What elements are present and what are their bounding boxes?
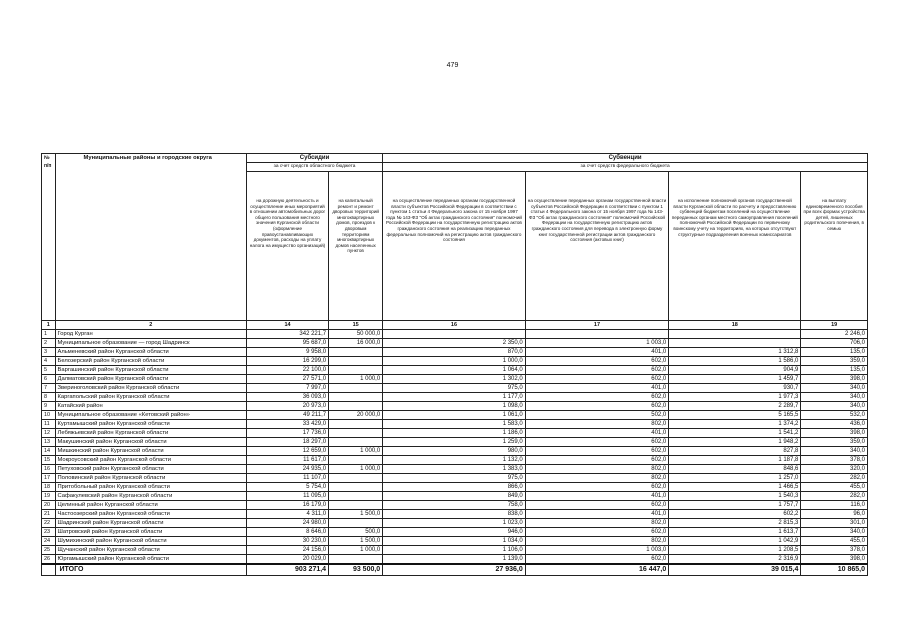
row-col17: 602,0 <box>525 375 669 384</box>
row-index: 6 <box>42 375 56 384</box>
row-col17: 1 003,0 <box>525 339 669 348</box>
colnum: 1 <box>42 321 56 330</box>
row-col19: 2 246,0 <box>801 330 868 339</box>
row-col14: 24 156,0 <box>246 546 328 555</box>
row-col19: 340,0 <box>801 402 868 411</box>
row-col15: 500,0 <box>329 528 383 537</box>
row-name: Мишкинский район Курганской области <box>55 447 246 456</box>
total-row <box>42 564 868 576</box>
row-col18: 1 540,3 <box>669 492 801 501</box>
table-row <box>42 537 868 546</box>
row-col18: 2 289,7 <box>669 402 801 411</box>
row-col19: 340,0 <box>801 384 868 393</box>
row-col15: 1 500,0 <box>329 510 383 519</box>
row-col16: 975,0 <box>383 474 526 483</box>
table-row <box>42 474 868 483</box>
row-col18: 1 257,0 <box>669 474 801 483</box>
table-row <box>42 465 868 474</box>
row-col19: 340,0 <box>801 447 868 456</box>
row-col14: 4 311,0 <box>246 510 328 519</box>
row-col18: 1 312,8 <box>669 348 801 357</box>
row-name: Куртамышский район Курганской области <box>55 420 246 429</box>
row-col14: 16 179,0 <box>246 501 328 510</box>
row-col17: 602,0 <box>525 555 669 565</box>
total-col16: 27 936,0 <box>383 564 526 576</box>
row-col15: 1 000,0 <box>329 465 383 474</box>
row-col16: 1 000,0 <box>383 357 526 366</box>
header-col17-desc: на осуществление переданных органам государственной власти субъектов Российской Федерации в соответствии с пунктом 1 статьи 4 Федерального закона от 15 ноября 1997 года № 143-ФЗ "Об актах гражданского состояния" полномочий Российской Федерации на государственную регистрацию актов гражданского состояния для перевода в электронную форму книг государственной регистрации актов гражданского состояния (актовых книг) <box>525 172 669 321</box>
row-name: Мокроусовский район Курганской области <box>55 456 246 465</box>
row-col14: 342 221,7 <box>246 330 328 339</box>
row-name: Юргамышский район Курганской области <box>55 555 246 565</box>
total-col14: 903 271,4 <box>246 564 328 576</box>
row-col15 <box>329 393 383 402</box>
row-name: Частоозерский район Курганской области <box>55 510 246 519</box>
row-col16: 866,0 <box>383 483 526 492</box>
row-col15 <box>329 366 383 375</box>
table-row <box>42 429 868 438</box>
colnum: 19 <box>801 321 868 330</box>
row-index: 26 <box>42 555 56 565</box>
table-row <box>42 555 868 565</box>
row-name: Звериноголовский район Курганской области <box>55 384 246 393</box>
row-col16: 849,0 <box>383 492 526 501</box>
row-col17: 802,0 <box>525 420 669 429</box>
row-col14: 27 571,0 <box>246 375 328 384</box>
row-col19: 455,0 <box>801 537 868 546</box>
row-col15 <box>329 348 383 357</box>
row-col19: 282,0 <box>801 492 868 501</box>
row-col15: 1 000,0 <box>329 546 383 555</box>
table-row <box>42 483 868 492</box>
table-row <box>42 519 868 528</box>
row-col17: 802,0 <box>525 474 669 483</box>
row-col19: 320,0 <box>801 465 868 474</box>
row-col14: 16 299,0 <box>246 357 328 366</box>
row-col17: 401,0 <box>525 492 669 501</box>
row-col19: 378,0 <box>801 456 868 465</box>
row-col17: 401,0 <box>525 510 669 519</box>
row-col15: 50 000,0 <box>329 330 383 339</box>
table-row <box>42 438 868 447</box>
row-col14: 95 687,0 <box>246 339 328 348</box>
row-col18: 1 541,2 <box>669 429 801 438</box>
row-col18: 1 208,5 <box>669 546 801 555</box>
row-col14: 49 211,7 <box>246 411 328 420</box>
table-row <box>42 528 868 537</box>
row-name: Муниципальное образование «Кетовский район» <box>55 411 246 420</box>
header-subventions-source: за счет средств федерального бюджета <box>383 163 868 172</box>
row-col15 <box>329 492 383 501</box>
total-idx <box>42 564 56 576</box>
row-name: Каргапольский район Курганской области <box>55 393 246 402</box>
table-row <box>42 393 868 402</box>
row-index: 9 <box>42 402 56 411</box>
row-col17: 602,0 <box>525 402 669 411</box>
row-index: 13 <box>42 438 56 447</box>
row-col14: 11 107,0 <box>246 474 328 483</box>
row-col14: 9 958,0 <box>246 348 328 357</box>
row-col19: 436,0 <box>801 420 868 429</box>
row-col15 <box>329 438 383 447</box>
table-body <box>42 330 868 565</box>
row-col18: 5 165,5 <box>669 411 801 420</box>
row-index: 23 <box>42 528 56 537</box>
table-row <box>42 456 868 465</box>
header-name: Муниципальные районы и городские округа <box>55 154 246 321</box>
row-col14: 7 997,0 <box>246 384 328 393</box>
row-col17: 602,0 <box>525 393 669 402</box>
colnum: 14 <box>246 321 328 330</box>
row-index: 15 <box>42 456 56 465</box>
table-row <box>42 339 868 348</box>
row-col14: 5 754,0 <box>246 483 328 492</box>
row-col15: 16 000,0 <box>329 339 383 348</box>
row-col18: 1 459,7 <box>669 375 801 384</box>
row-col14: 11 095,0 <box>246 492 328 501</box>
row-col18: 2 316,9 <box>669 555 801 565</box>
row-col18: 904,9 <box>669 366 801 375</box>
row-col15 <box>329 420 383 429</box>
row-col17: 602,0 <box>525 366 669 375</box>
total-col17: 16 447,0 <box>525 564 669 576</box>
row-index: 18 <box>42 483 56 492</box>
total-col15: 93 500,0 <box>329 564 383 576</box>
row-col15 <box>329 429 383 438</box>
header-subsidies-source: за счет средств областного бюджета <box>246 163 382 172</box>
row-col15 <box>329 519 383 528</box>
row-col17: 602,0 <box>525 438 669 447</box>
row-col15: 20 000,0 <box>329 411 383 420</box>
row-col19: 378,0 <box>801 546 868 555</box>
row-col14: 36 093,0 <box>246 393 328 402</box>
row-col16: 1 061,0 <box>383 411 526 420</box>
row-col14: 33 429,0 <box>246 420 328 429</box>
header-col16-desc: на осуществление переданных органам государственной власти субъектов Российской Федерации в соответствии с пунктом 1 статьи 4 Федерального закона от 15 ноября 1997 года № 143-ФЗ "Об актах гражданского состояния" полномочий Российской Федерации на государственную регистрацию актов гражданского состояния на реализацию переданных федеральных полномочий на регистрацию актов гражданского состояния <box>383 172 526 321</box>
row-name: Далматовский район Курганской области <box>55 375 246 384</box>
row-col14: 20 029,0 <box>246 555 328 565</box>
row-col17: 1 003,0 <box>525 546 669 555</box>
row-index: 21 <box>42 510 56 519</box>
row-col18: 1 948,2 <box>669 438 801 447</box>
row-col16: 1 177,0 <box>383 393 526 402</box>
row-col19: 135,0 <box>801 366 868 375</box>
row-col16: 980,0 <box>383 447 526 456</box>
row-col18: 1 466,5 <box>669 483 801 492</box>
row-col19: 398,0 <box>801 375 868 384</box>
row-index: 8 <box>42 393 56 402</box>
row-col18: 1 042,9 <box>669 537 801 546</box>
row-col16: 1 186,0 <box>383 429 526 438</box>
total-label: ИТОГО <box>55 564 246 576</box>
header-subventions: Субвенции <box>383 154 868 163</box>
row-col15 <box>329 483 383 492</box>
row-col14: 17 736,0 <box>246 429 328 438</box>
row-col17: 401,0 <box>525 348 669 357</box>
table-row <box>42 546 868 555</box>
row-col15 <box>329 501 383 510</box>
row-col16: 975,0 <box>383 384 526 393</box>
row-index: 17 <box>42 474 56 483</box>
row-index: 3 <box>42 348 56 357</box>
row-name: Щучанский район Курганской области <box>55 546 246 555</box>
row-col16: 870,0 <box>383 348 526 357</box>
page-number: 479 <box>446 62 459 69</box>
table-row <box>42 447 868 456</box>
row-col15: 1 500,0 <box>329 537 383 546</box>
row-col18: 1 757,7 <box>669 501 801 510</box>
row-col16: 1 064,0 <box>383 366 526 375</box>
table-row <box>42 501 868 510</box>
header-col18-desc: на исполнение полномочий органов государственной власти Курганской области по расчету и предоставлению субвенций бюджетам поселений на осуществление переданных органам местного самоуправления поселений полномочий Российской Федерации по первичному воинскому учету на территориях, на которых отсутствуют структурные подразделения военных комиссариатов <box>669 172 801 321</box>
row-name: Муниципальное образование — город Шадринск <box>55 339 246 348</box>
row-name: Альменевский район Курганской области <box>55 348 246 357</box>
row-col15 <box>329 555 383 565</box>
total-col18: 39 015,4 <box>669 564 801 576</box>
row-name: Макушинский район Курганской области <box>55 438 246 447</box>
row-col19: 135,0 <box>801 348 868 357</box>
row-col18: 602,2 <box>669 510 801 519</box>
row-col18: 1 977,3 <box>669 393 801 402</box>
table-row <box>42 366 868 375</box>
header-subsidies: Субсидии <box>246 154 382 163</box>
row-name: Шумихинский район Курганской области <box>55 537 246 546</box>
row-col19: 340,0 <box>801 528 868 537</box>
row-col16: 1 034,0 <box>383 537 526 546</box>
header-col14-desc: на дорожную деятельность и осуществление иных мероприятий в отношении автомобильных дорог общего пользования местного значения Курганской области (оформление правоустанавливающих документов, расходы на уплату налога на имущество организаций) <box>246 172 328 321</box>
colnum: 15 <box>329 321 383 330</box>
row-col14: 24 935,0 <box>246 465 328 474</box>
row-name: Сафакулевский район Курганской области <box>55 492 246 501</box>
row-col19: 282,0 <box>801 474 868 483</box>
table-row <box>42 357 868 366</box>
row-col14: 11 617,0 <box>246 456 328 465</box>
row-col18: 1 187,8 <box>669 456 801 465</box>
row-col17: 401,0 <box>525 429 669 438</box>
row-col15 <box>329 402 383 411</box>
row-col16: 1 139,0 <box>383 555 526 565</box>
row-col19: 706,0 <box>801 339 868 348</box>
row-col18: 827,8 <box>669 447 801 456</box>
row-col16: 1 098,0 <box>383 402 526 411</box>
colnum: 16 <box>383 321 526 330</box>
row-name: Шатровский район Курганской области <box>55 528 246 537</box>
header-col15-desc: на капитальный ремонт и ремонт дворовых территорий многоквартирных домов, проездов к дворовым территориям многоквартирных домов населенных пунктов <box>329 172 383 321</box>
row-col15 <box>329 357 383 366</box>
table-row <box>42 492 868 501</box>
row-col18: 848,6 <box>669 465 801 474</box>
row-name: Белозерский район Курганской области <box>55 357 246 366</box>
row-index: 14 <box>42 447 56 456</box>
row-index: 11 <box>42 420 56 429</box>
row-col17: 602,0 <box>525 483 669 492</box>
row-col14: 24 980,0 <box>246 519 328 528</box>
header-col19-desc: на выплату единовременного пособия при всех формах устройства детей, лишенных родительского попечения, в семью <box>801 172 868 321</box>
row-col15: 1 000,0 <box>329 375 383 384</box>
row-index: 16 <box>42 465 56 474</box>
row-col17: 502,0 <box>525 411 669 420</box>
row-col17: 602,0 <box>525 456 669 465</box>
row-index: 1 <box>42 330 56 339</box>
row-name: Варгашинский район Курганской области <box>55 366 246 375</box>
row-col16: 1 383,0 <box>383 465 526 474</box>
row-name: Половинский район Курганской области <box>55 474 246 483</box>
row-col15 <box>329 456 383 465</box>
row-col18: 1 613,7 <box>669 528 801 537</box>
row-col18 <box>669 339 801 348</box>
row-col17: 802,0 <box>525 519 669 528</box>
row-index: 20 <box>42 501 56 510</box>
table-row <box>42 330 868 339</box>
row-col19: 455,0 <box>801 483 868 492</box>
row-name: Катайский район <box>55 402 246 411</box>
row-index: 25 <box>42 546 56 555</box>
row-col16: 1 302,0 <box>383 375 526 384</box>
row-col14: 18 297,0 <box>246 438 328 447</box>
row-col18: 1 586,0 <box>669 357 801 366</box>
total-col19: 10 865,0 <box>801 564 868 576</box>
row-col16: 1 023,0 <box>383 519 526 528</box>
row-col14: 22 100,0 <box>246 366 328 375</box>
row-col16: 1 106,0 <box>383 546 526 555</box>
row-col15: 1 000,0 <box>329 447 383 456</box>
row-name: Целинный район Курганской области <box>55 501 246 510</box>
row-col19: 532,0 <box>801 411 868 420</box>
row-col17: 802,0 <box>525 465 669 474</box>
table-row <box>42 411 868 420</box>
row-name: Притобольный район Курганской области <box>55 483 246 492</box>
row-name: Город Курган <box>55 330 246 339</box>
row-index: 4 <box>42 357 56 366</box>
row-col15 <box>329 384 383 393</box>
row-col18: 1 374,2 <box>669 420 801 429</box>
colnum: 2 <box>55 321 246 330</box>
row-col18 <box>669 330 801 339</box>
row-col19: 340,0 <box>801 393 868 402</box>
row-col16: 838,0 <box>383 510 526 519</box>
row-col17: 802,0 <box>525 537 669 546</box>
row-name: Шадринский район Курганской области <box>55 519 246 528</box>
row-index: 7 <box>42 384 56 393</box>
row-col17: 602,0 <box>525 447 669 456</box>
row-index: 22 <box>42 519 56 528</box>
row-col16: 946,0 <box>383 528 526 537</box>
table-row <box>42 510 868 519</box>
row-col19: 359,0 <box>801 357 868 366</box>
row-col14: 8 646,0 <box>246 528 328 537</box>
table-row <box>42 348 868 357</box>
row-col18: 930,7 <box>669 384 801 393</box>
colnum: 18 <box>669 321 801 330</box>
row-col19: 398,0 <box>801 555 868 565</box>
row-col18: 2 815,3 <box>669 519 801 528</box>
row-col17: 602,0 <box>525 501 669 510</box>
row-name: Петуховский район Курганской области <box>55 465 246 474</box>
row-col17: 602,0 <box>525 357 669 366</box>
row-col19: 398,0 <box>801 429 868 438</box>
row-col16: 1 583,0 <box>383 420 526 429</box>
table-row <box>42 420 868 429</box>
row-index: 19 <box>42 492 56 501</box>
row-col15 <box>329 474 383 483</box>
row-col17 <box>525 330 669 339</box>
row-col19: 116,0 <box>801 501 868 510</box>
row-name: Лебяжьевский район Курганской области <box>55 429 246 438</box>
header-num: № п/п <box>42 154 56 321</box>
row-col17: 602,0 <box>525 528 669 537</box>
budget-table <box>41 153 868 576</box>
row-index: 2 <box>42 339 56 348</box>
table-row <box>42 402 868 411</box>
row-col14: 12 659,0 <box>246 447 328 456</box>
row-index: 12 <box>42 429 56 438</box>
row-col19: 301,0 <box>801 519 868 528</box>
row-col19: 359,0 <box>801 438 868 447</box>
row-col16: 2 350,0 <box>383 339 526 348</box>
row-col16: 1 132,0 <box>383 456 526 465</box>
row-index: 10 <box>42 411 56 420</box>
row-col16 <box>383 330 526 339</box>
table-row <box>42 384 868 393</box>
row-col16: 1 259,0 <box>383 438 526 447</box>
row-col14: 20 973,0 <box>246 402 328 411</box>
row-index: 5 <box>42 366 56 375</box>
row-index: 24 <box>42 537 56 546</box>
row-col17: 401,0 <box>525 384 669 393</box>
table-row <box>42 375 868 384</box>
row-col19: 96,0 <box>801 510 868 519</box>
row-col14: 30 230,0 <box>246 537 328 546</box>
colnum: 17 <box>525 321 669 330</box>
row-col16: 758,0 <box>383 501 526 510</box>
column-number-row <box>42 321 868 330</box>
